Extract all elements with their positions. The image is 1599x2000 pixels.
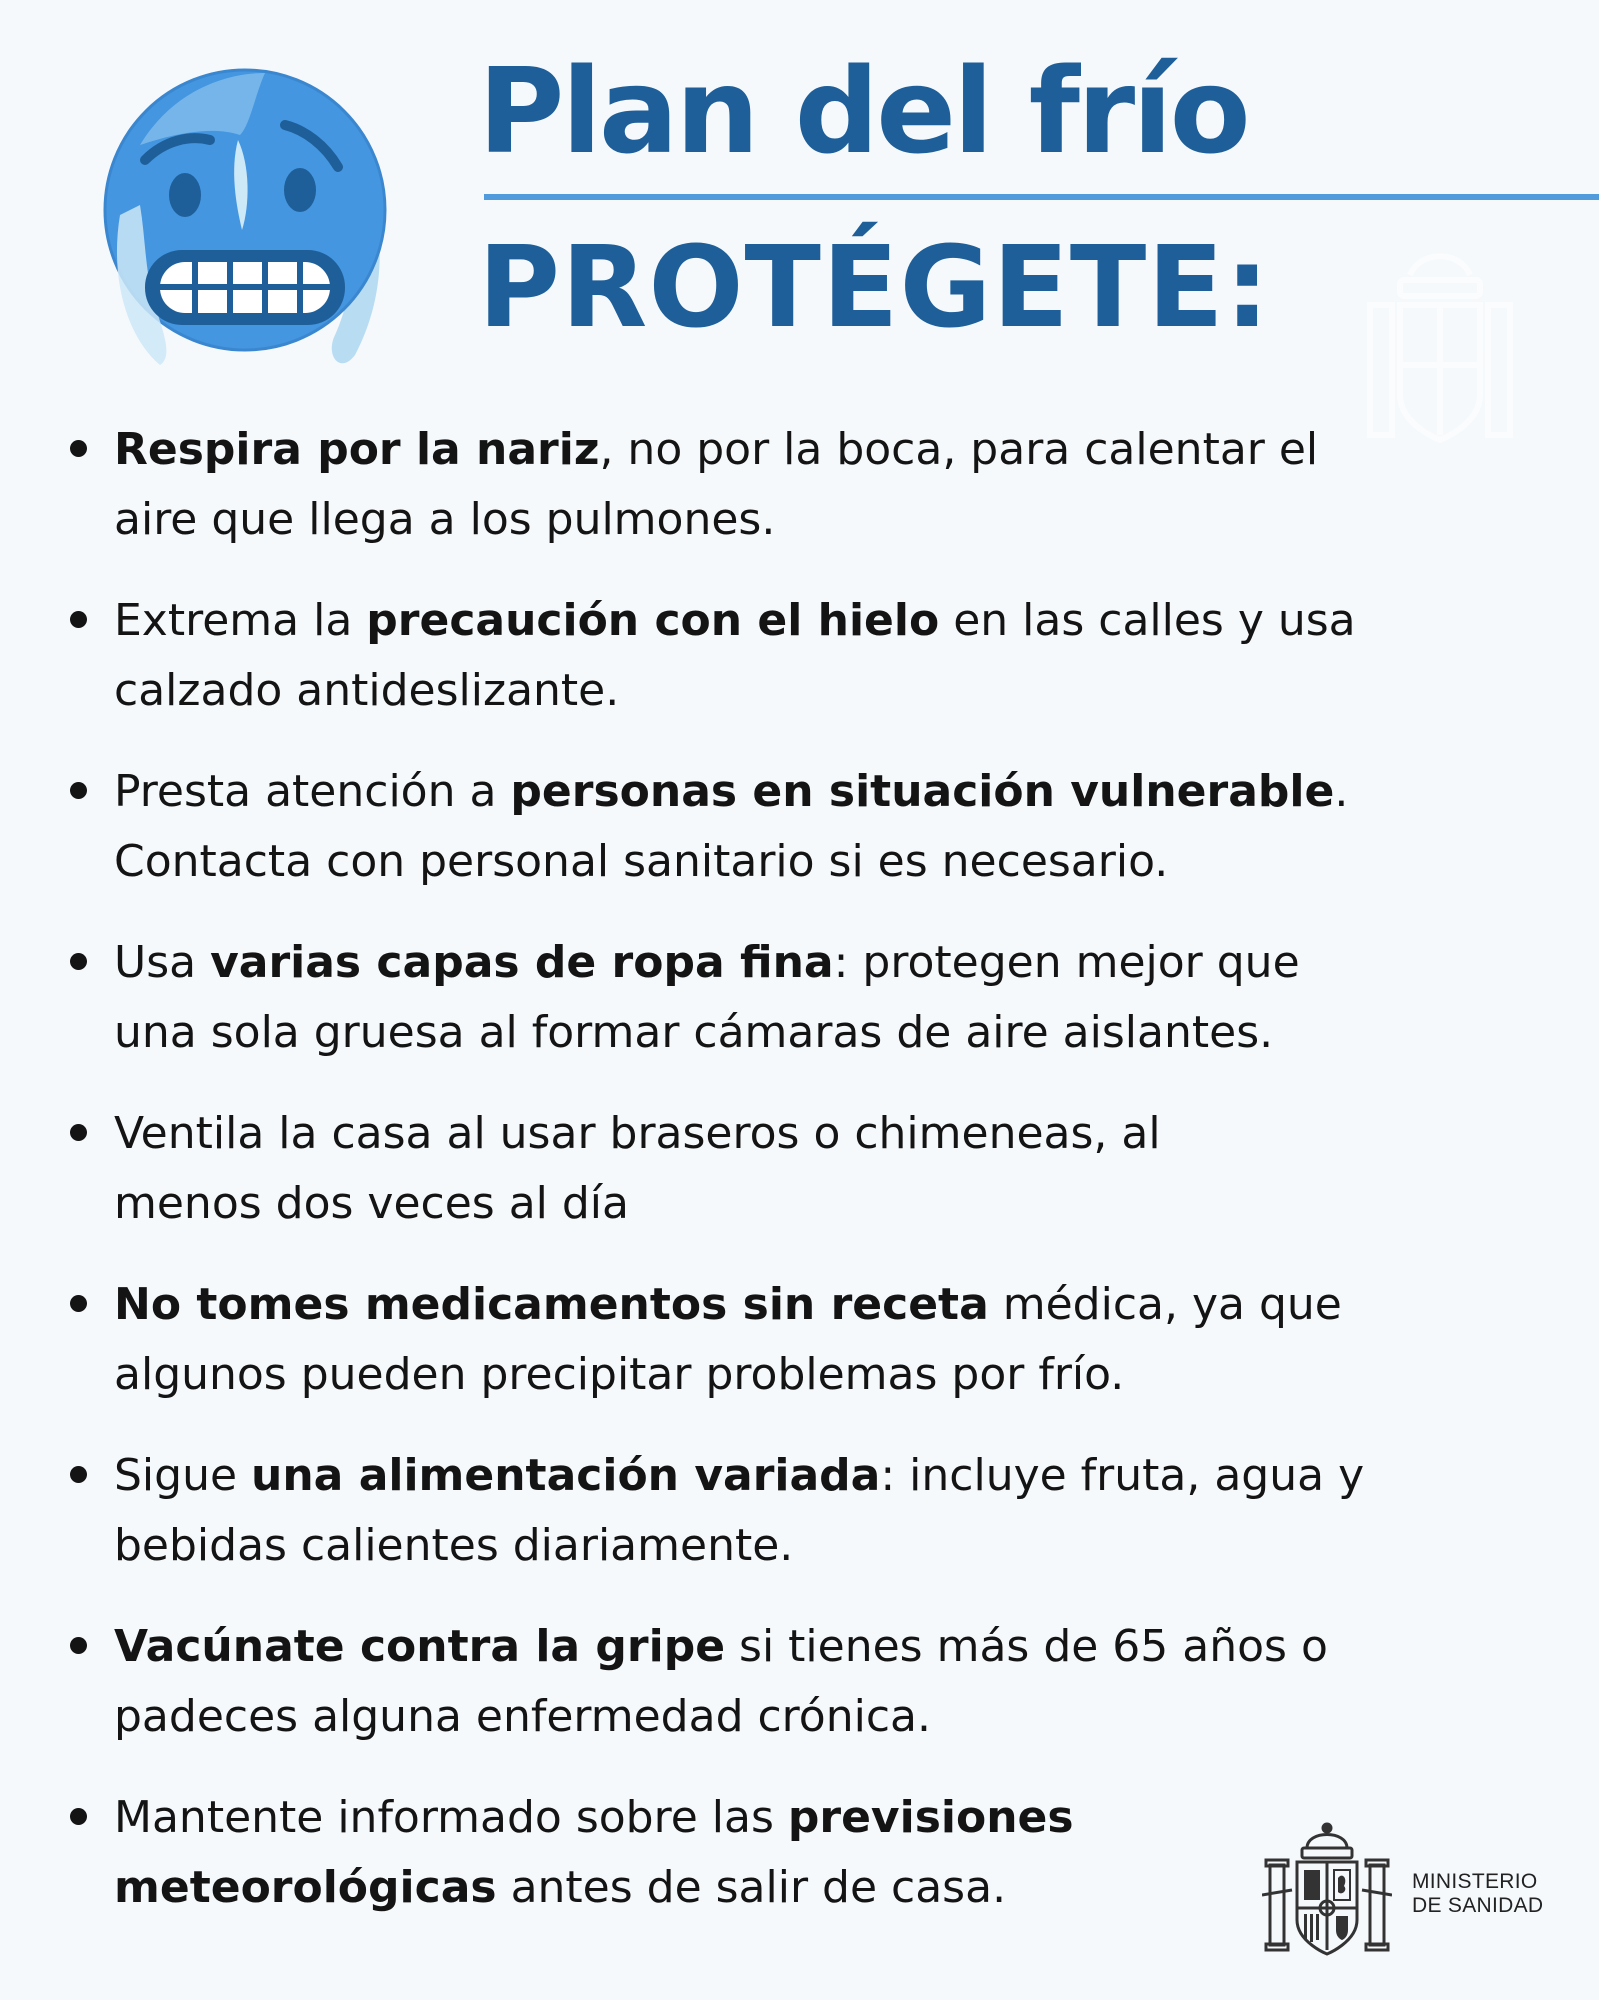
text-run: algunos pueden precipitar problemas por frío.: [114, 1349, 1125, 1400]
emphasis-text: previsiones: [787, 1792, 1074, 1843]
text-run: bebidas calientes diariamente.: [114, 1520, 794, 1571]
text-run: : incluye fruta, agua y: [880, 1450, 1365, 1501]
ministry-name-line-2: DE SANIDAD: [1412, 1894, 1544, 1917]
emphasis-text: precaución con el hielo: [366, 595, 940, 646]
title-divider: [484, 194, 1599, 200]
emphasis-text: personas en situación vulnerable: [510, 766, 1335, 817]
text-run: Sigue: [114, 1450, 252, 1501]
text-run: aire que llega a los pulmones.: [114, 494, 776, 545]
text-run: Extrema la: [114, 595, 367, 646]
list-item-line-1: [114, 928, 1300, 998]
list-item: [66, 928, 1526, 1068]
list-item-line-1: [114, 757, 1348, 827]
list-item-line-1: [114, 586, 1356, 656]
page-title: Plan del frío: [478, 42, 1248, 180]
list-item: [66, 1612, 1526, 1752]
emphasis-text: Vacúnate contra la gripe: [114, 1621, 726, 1672]
text-run: .: [1334, 766, 1349, 817]
bullet-dot: [70, 440, 87, 457]
text-run: calzado antideslizante.: [114, 665, 620, 716]
freezing-face-icon: [100, 55, 400, 365]
list-item: [66, 1270, 1526, 1410]
bullet-dot: [70, 1295, 87, 1312]
text-run: padeces alguna enfermedad crónica.: [114, 1691, 931, 1742]
spain-coat-of-arms-icon: [1262, 1820, 1392, 1960]
emphasis-text: varias capas de ropa fina: [210, 937, 834, 988]
bullet-dot: [70, 611, 87, 628]
list-item-line-1: [114, 1441, 1364, 1511]
bullet-dot: [70, 1466, 87, 1483]
page-subtitle: PROTÉGETE:: [478, 223, 1271, 353]
list-item: [66, 1783, 1216, 1923]
text-run: Usa: [114, 937, 211, 988]
text-run: : protegen mejor que: [833, 937, 1300, 988]
list-item-line-2: [114, 485, 775, 555]
list-item: [66, 1441, 1526, 1581]
list-item-line-2: [114, 1169, 629, 1239]
list-item: [66, 415, 1526, 555]
list-item: [66, 1099, 1526, 1239]
list-item-line-2: [114, 1340, 1124, 1410]
bullet-dot: [70, 1808, 87, 1825]
text-run: en las calles y usa: [939, 595, 1356, 646]
list-item-line-1: [114, 1612, 1328, 1682]
emphasis-text: Respira por la nariz: [114, 424, 600, 475]
list-item-line-1: [114, 1099, 1161, 1169]
list-item: [66, 757, 1526, 897]
list-item-line-2: [114, 1853, 1006, 1923]
list-item-line-1: [114, 1270, 1342, 1340]
text-run: Ventila la casa al usar braseros o chimeneas, al: [114, 1108, 1161, 1159]
text-run: antes de salir de casa.: [496, 1862, 1007, 1913]
list-item-line-2: [114, 827, 1168, 897]
ministry-logo: [1262, 1820, 1562, 1960]
emphasis-text: meteorológicas: [114, 1862, 497, 1913]
bullet-dot: [70, 1637, 87, 1654]
text-run: médica, ya que: [988, 1279, 1342, 1330]
list-item-line-2: [114, 1511, 793, 1581]
bullet-dot: [70, 782, 87, 799]
list-item-line-2: [114, 1682, 931, 1752]
text-run: si tienes más de 65 años o: [725, 1621, 1328, 1672]
text-run: , no por la boca, para calentar el: [599, 424, 1319, 475]
list-item-line-1: [114, 1783, 1074, 1853]
bullet-dot: [70, 1124, 87, 1141]
text-run: Presta atención a: [114, 766, 511, 817]
emphasis-text: una alimentación variada: [251, 1450, 881, 1501]
ministry-name-line-1: MINISTERIO: [1412, 1870, 1538, 1893]
text-run: menos dos veces al día: [114, 1178, 629, 1229]
emphasis-text: No tomes medicamentos sin receta: [114, 1279, 989, 1330]
list-item-line-2: [114, 998, 1273, 1068]
list-item-line-1: [114, 415, 1318, 485]
text-run: una sola gruesa al formar cámaras de aire aislantes.: [114, 1007, 1274, 1058]
text-run: Mantente informado sobre las: [114, 1792, 788, 1843]
list-item: [66, 586, 1526, 726]
text-run: Contacta con personal sanitario si es necesario.: [114, 836, 1169, 887]
bullet-dot: [70, 953, 87, 970]
list-item-line-2: [114, 656, 619, 726]
ministry-name: [1412, 1870, 1543, 1918]
